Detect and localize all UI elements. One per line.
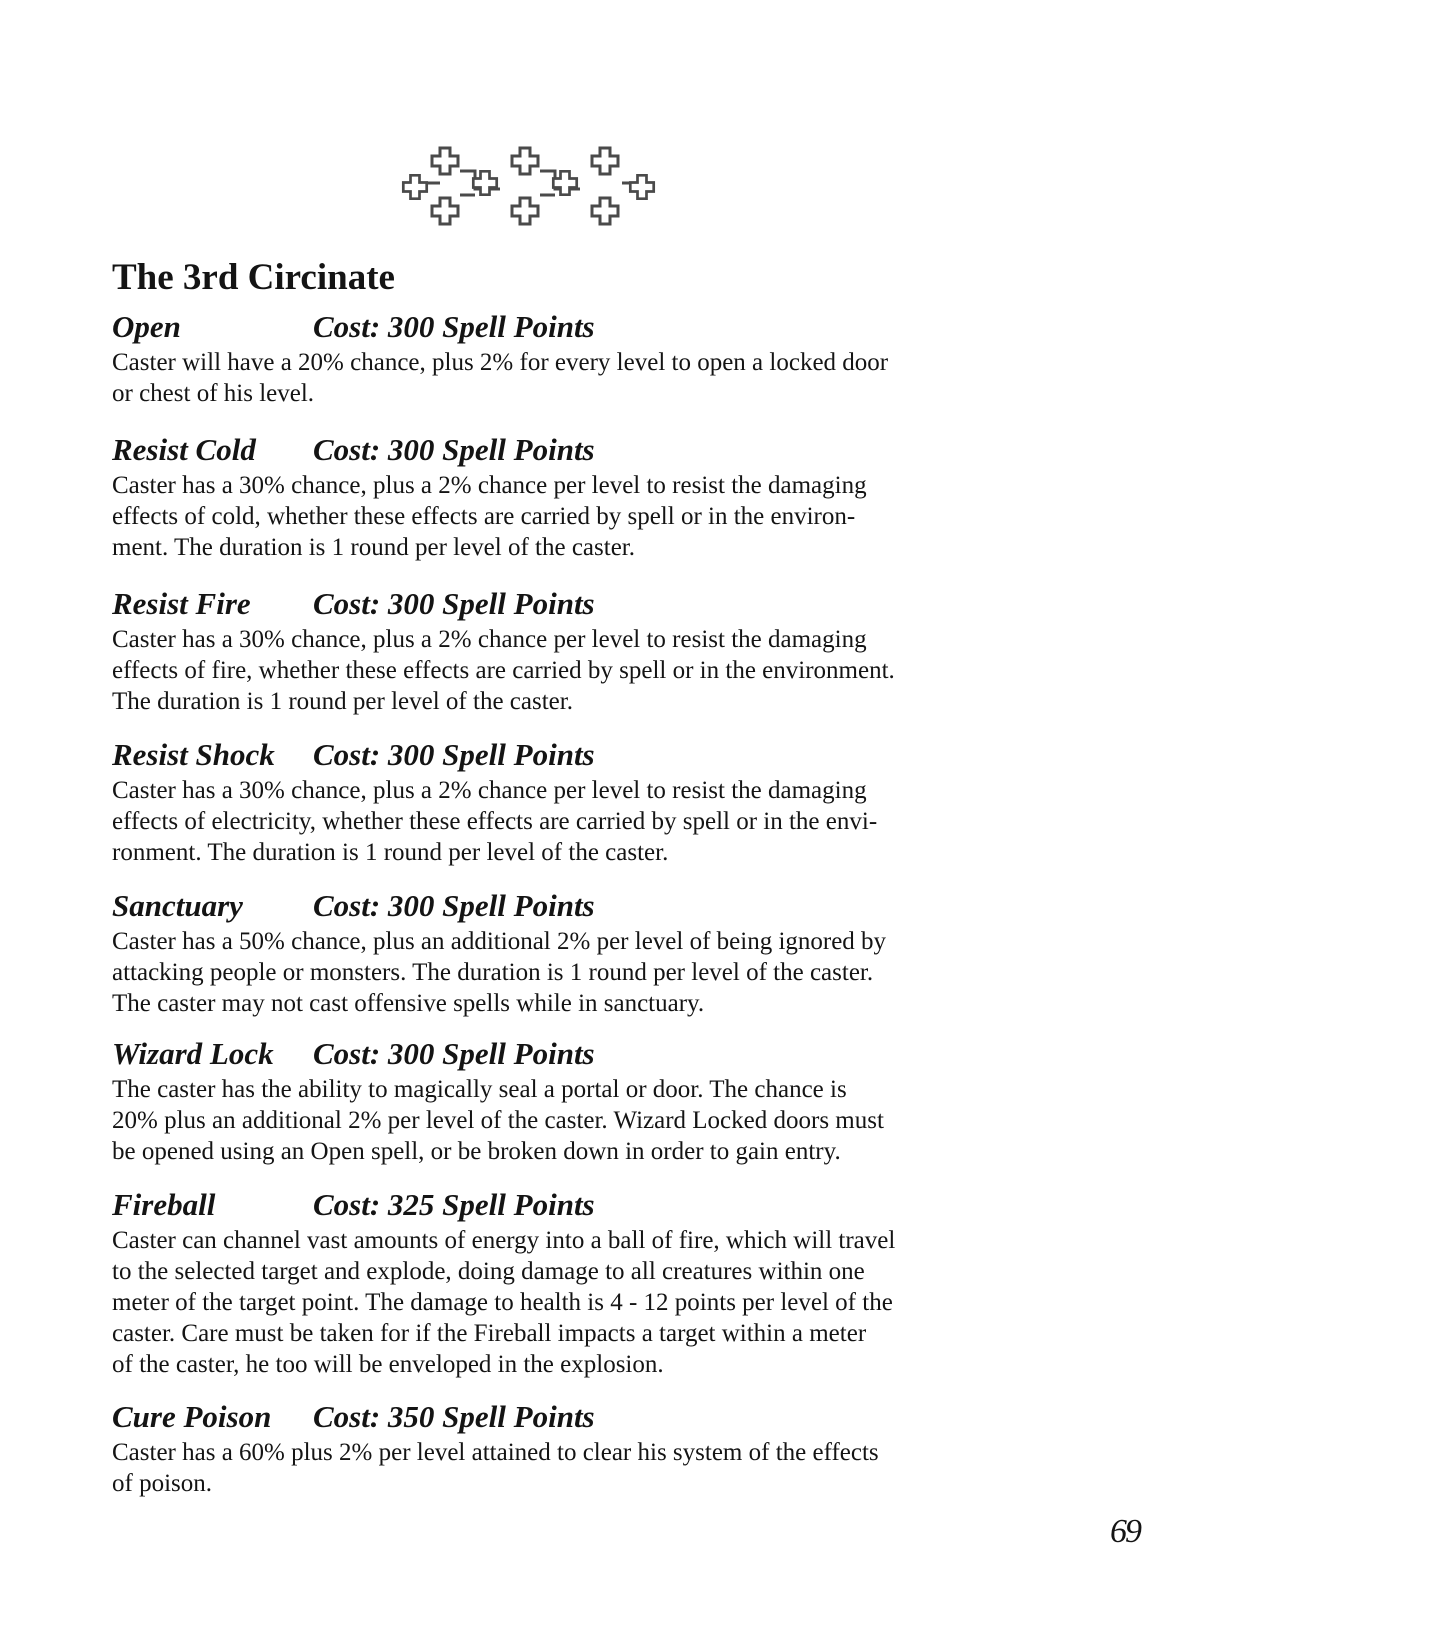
spell-name: Resist Cold (112, 432, 256, 467)
spell-header (112, 1397, 972, 1437)
spell-description (112, 926, 972, 1019)
spell-entry-resist-shock (112, 735, 972, 868)
description-line: effects of cold, whether these effects are carried by spell or in the environ- (112, 503, 856, 530)
description-line: ronment. The duration is 1 round per level of the caster. (112, 839, 669, 866)
description-line: Caster will have a 20% chance, plus 2% for every level to open a locked door (112, 349, 889, 376)
spell-entry-wizard-lock (112, 1034, 972, 1167)
spell-header (112, 430, 972, 470)
description-line: to the selected target and explode, doing damage to all creatures within one (112, 1258, 865, 1285)
spell-name: Wizard Lock (112, 1036, 274, 1071)
description-line: Caster has a 50% chance, plus an additional 2% per level of being ignored by (112, 928, 887, 955)
spell-entry-resist-fire (112, 584, 972, 717)
spell-entry-open (112, 307, 972, 409)
spell-name: Resist Fire (112, 586, 251, 621)
spell-description (112, 347, 972, 409)
spell-header (112, 584, 972, 624)
description-line: effects of electricity, whether these effects are carried by spell or in the envi- (112, 808, 878, 835)
spell-description (112, 470, 972, 563)
spell-description (112, 775, 972, 868)
spell-description (112, 624, 972, 717)
spell-header (112, 735, 972, 775)
spell-cost: Cost: 300 Spell Points (313, 1036, 595, 1071)
spell-description (112, 1437, 972, 1499)
description-line: or chest of his level. (112, 380, 315, 407)
cross-ornament-icon (400, 143, 656, 231)
spell-cost: Cost: 300 Spell Points (313, 888, 595, 923)
description-line: The caster has the ability to magically seal a portal or door. The chance is (112, 1076, 847, 1103)
spell-name: Fireball (112, 1187, 216, 1222)
spell-description (112, 1225, 972, 1380)
description-line: Caster can channel vast amounts of energy into a ball of fire, which will travel (112, 1227, 896, 1254)
description-line: Caster has a 30% chance, plus a 2% chance per level to resist the damaging (112, 777, 867, 804)
spell-description (112, 1074, 972, 1167)
spell-header (112, 886, 972, 926)
description-line: of poison. (112, 1470, 212, 1497)
section-title: The 3rd Circinate (112, 257, 395, 298)
spell-header (112, 1034, 972, 1074)
description-line: meter of the target point. The damage to health is 4 - 12 points per level of the (112, 1289, 893, 1316)
description-line: 20% plus an additional 2% per level of the caster. Wizard Locked doors must (112, 1107, 884, 1134)
spell-cost: Cost: 300 Spell Points (313, 737, 595, 772)
description-line: The duration is 1 round per level of the caster. (112, 688, 573, 715)
spell-cost: Cost: 300 Spell Points (313, 309, 595, 344)
description-line: effects of fire, whether these effects are carried by spell or in the environment. (112, 657, 895, 684)
spell-entry-sanctuary (112, 886, 972, 1019)
description-line: The caster may not cast offensive spells while in sanctuary. (112, 990, 705, 1017)
spell-header (112, 307, 972, 347)
spell-name: Resist Shock (112, 737, 275, 772)
spell-entry-resist-cold (112, 430, 972, 563)
spell-cost: Cost: 350 Spell Points (313, 1399, 595, 1434)
description-line: be opened using an Open spell, or be broken down in order to gain entry. (112, 1138, 841, 1165)
description-line: Caster has a 60% plus 2% per level attained to clear his system of the effects (112, 1439, 879, 1466)
description-line: Caster has a 30% chance, plus a 2% chance per level to resist the damaging (112, 626, 867, 653)
description-line: ment. The duration is 1 round per level of the caster. (112, 534, 635, 561)
spell-cost: Cost: 300 Spell Points (313, 586, 595, 621)
spell-name: Cure Poison (112, 1399, 272, 1434)
spell-cost: Cost: 325 Spell Points (313, 1187, 595, 1222)
description-line: Caster has a 30% chance, plus a 2% chance per level to resist the damaging (112, 472, 867, 499)
spell-cost: Cost: 300 Spell Points (313, 432, 595, 467)
spell-name: Sanctuary (112, 888, 243, 923)
description-line: caster. Care must be taken for if the Fireball impacts a target within a meter (112, 1320, 867, 1347)
spell-header (112, 1185, 972, 1225)
spell-entry-fireball (112, 1185, 972, 1380)
description-line: of the caster, he too will be enveloped in the explosion. (112, 1351, 664, 1378)
spell-entry-cure-poison (112, 1397, 972, 1499)
spell-name: Open (112, 309, 181, 344)
description-line: attacking people or monsters. The duration is 1 round per level of the caster. (112, 959, 874, 986)
page-number: 69 (1110, 1513, 1140, 1550)
